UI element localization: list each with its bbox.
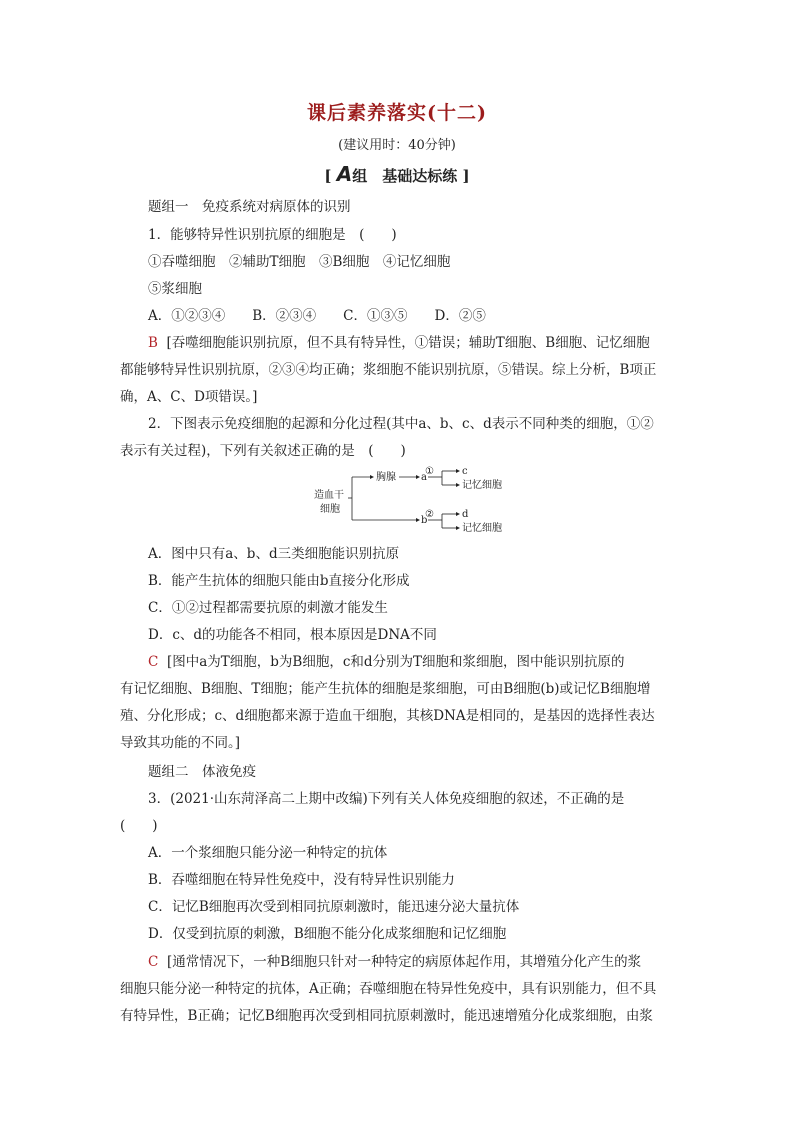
step-1-label: ① xyxy=(425,466,434,477)
memory-cell-label-2: 记忆细胞 xyxy=(462,523,502,534)
group-bracket-close: ] xyxy=(462,167,470,185)
group-heading xyxy=(0,162,794,186)
section-heading-1: 题组一 免疫系统对病原体的识别 xyxy=(148,199,351,215)
q2-stem-line-1: 2．下图表示免疫细胞的起源和分化过程(其中a、b、c、d表示不同种类的细胞，①② xyxy=(148,416,654,432)
q1-choices: A．①②③④ B．②③④ C．①③⑤ D．②⑤ xyxy=(148,308,486,324)
q1-explanation-line-3: 确，A、C、D项错误。] xyxy=(120,389,258,405)
q3-explanation-line-2: 细胞只能分泌一种特定的抗体，A正确；吞噬细胞在特异性免疫中，具有识别能力，但不具 xyxy=(120,981,657,997)
q1-answer: B xyxy=(148,335,158,351)
page-title: 课后素养落实(十二) xyxy=(307,102,487,124)
arrowhead xyxy=(456,526,460,530)
memory-cell-label-1: 记忆细胞 xyxy=(462,480,502,491)
arrowhead xyxy=(370,475,374,479)
arrowhead xyxy=(416,475,420,479)
arrowhead xyxy=(456,483,460,487)
cell-differentiation-diagram xyxy=(312,465,512,535)
cell-b-label: b xyxy=(421,515,428,526)
origin-label-1: 造血干 xyxy=(314,490,344,501)
group-letter: A xyxy=(336,162,353,186)
group-label: 组 基础达标练 xyxy=(352,167,458,185)
q2-explanation-line-3: 殖、分化形成；c、d细胞都来源于造血干细胞，其核DNA是相同的，是基因的选择性表达 xyxy=(120,708,655,724)
q1-options-line-2: ⑤浆细胞 xyxy=(148,281,202,297)
q1-explanation-line-2: 都能够特异性识别抗原，②③④均正确；浆细胞不能识别抗原，⑤错误。综上分析，B项正 xyxy=(120,362,657,378)
q1-stem: 1．能够特异性识别抗原的细胞是 ( ) xyxy=(148,227,397,243)
group-bracket-open: [ xyxy=(324,167,332,185)
q3-explanation-line-1: C [通常情况下，一种B细胞只针对一种特定的病原体起作用，其增殖分化产生的浆 xyxy=(148,954,642,970)
q1-options-line-1: ①吞噬细胞 ②辅助T细胞 ③B细胞 ④记忆细胞 xyxy=(148,254,451,270)
arrowhead xyxy=(456,469,460,473)
q2-option-b: B．能产生抗体的细胞只能由b直接分化形成 xyxy=(148,573,410,589)
cell-d-label: d xyxy=(462,509,469,520)
step-2-label: ② xyxy=(425,509,434,520)
q2-explanation-line-2: 有记忆细胞、B细胞、T细胞；能产生抗体的细胞是浆细胞，可由B细胞(b)或记忆B细胞增 xyxy=(120,681,651,697)
q3-stem-line-2: ( ) xyxy=(120,818,158,834)
arrowhead xyxy=(416,518,420,522)
time-suggestion: (建议用时：40分钟) xyxy=(338,138,456,153)
origin-label-2: 细胞 xyxy=(320,504,340,515)
q3-explanation-line-3: 有特异性，B正确；记忆B细胞再次受到相同抗原刺激时，能迅速增殖分化成浆细胞，由浆 xyxy=(120,1008,653,1024)
q2-option-a: A．图中只有a、b、d三类细胞能识别抗原 xyxy=(148,546,400,562)
cell-c-label: c xyxy=(462,466,468,477)
q3-option-a: A．一个浆细胞只能分泌一种特定的抗体 xyxy=(148,845,388,861)
q3-option-d: D．仅受到抗原的刺激，B细胞不能分化成浆细胞和记忆细胞 xyxy=(148,926,507,942)
q1-explanation-line-1: B [吞噬细胞能识别抗原，但不具有特异性，①错误；辅助T细胞、B细胞、记忆细胞 xyxy=(148,335,650,351)
q2-explanation-line-4: 导致其功能的不同。] xyxy=(120,735,241,751)
q2-option-c: C．①②过程都需要抗原的刺激才能发生 xyxy=(148,600,388,616)
q3-stem-line-1: 3．(2021·山东菏泽高二上期中改编)下列有关人体免疫细胞的叙述，不正确的是 xyxy=(148,791,625,807)
section-heading-2: 题组二 体液免疫 xyxy=(148,764,256,780)
q3-answer: C xyxy=(148,954,159,970)
arrowhead xyxy=(456,512,460,516)
q2-option-d: D．c、d的功能各不相同，根本原因是DNA不同 xyxy=(148,627,437,643)
q3-option-b: B．吞噬细胞在特异性免疫中，没有特异性识别能力 xyxy=(148,872,455,888)
q3-option-c: C．记忆B细胞再次受到相同抗原刺激时，能迅速分泌大量抗体 xyxy=(148,899,520,915)
q2-explanation-line-1: C [图中a为T细胞，b为B细胞，c和d分别为T细胞和浆细胞，图中能识别抗原的 xyxy=(148,654,625,670)
q2-stem-line-2: 表示有关过程)，下列有关叙述正确的是 ( ) xyxy=(120,443,406,459)
q2-answer: C xyxy=(148,654,159,670)
thymus-label: 胸腺 xyxy=(376,472,396,483)
cell-a-label: a xyxy=(421,472,427,483)
